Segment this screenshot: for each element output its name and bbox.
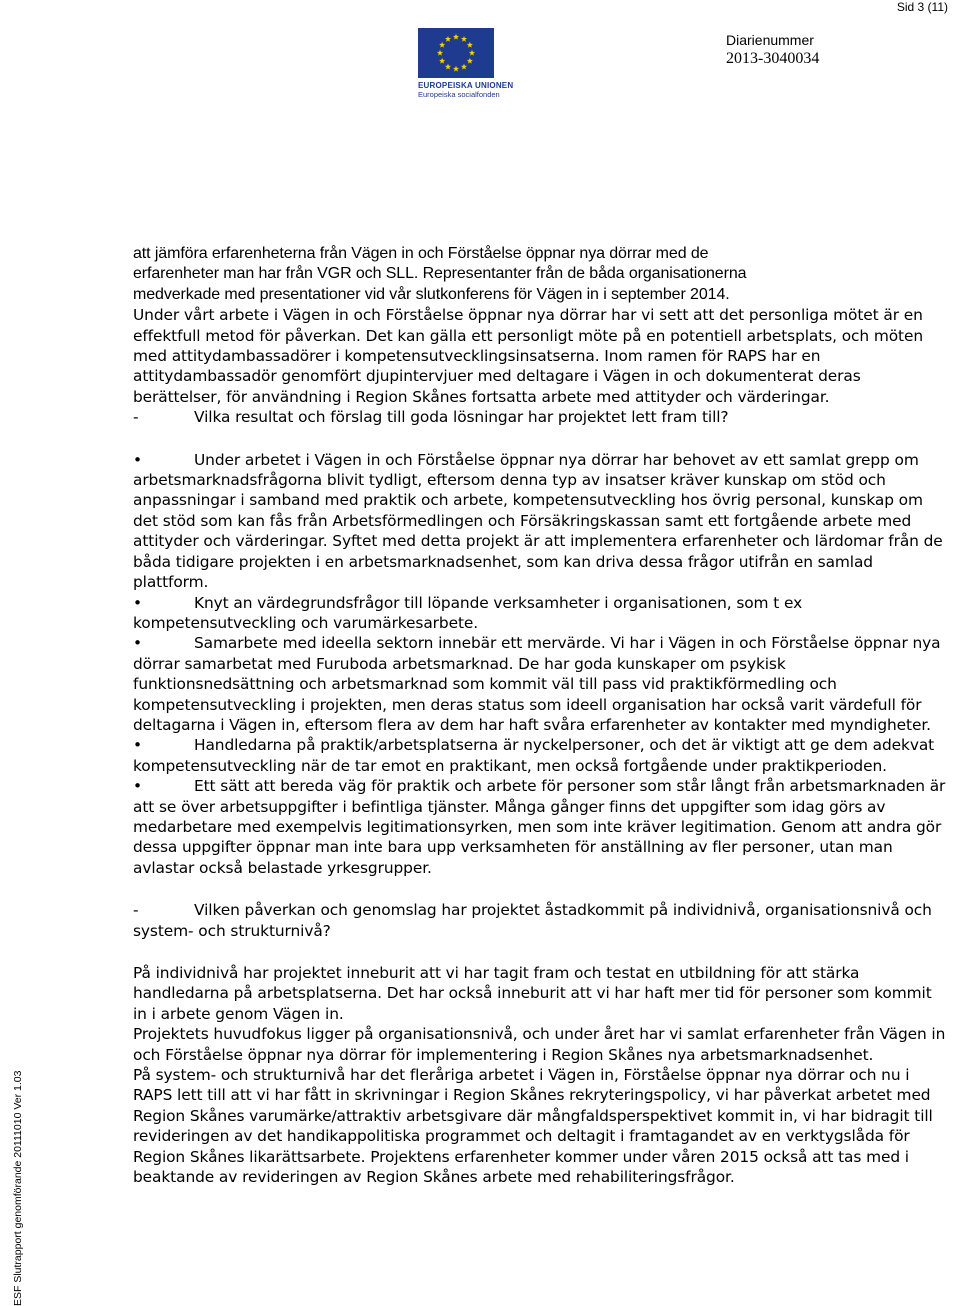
bullet-item [133, 776, 948, 878]
bullet-item [133, 633, 948, 735]
eu-logo [418, 28, 514, 99]
bullet-item [133, 450, 948, 593]
logo-line-1: EUROPEISKA UNIONEN [418, 81, 514, 90]
dash-marker: - [133, 408, 139, 427]
dash-marker: - [133, 901, 139, 920]
bullet-marker: • [133, 634, 142, 653]
diarienummer-block [726, 32, 819, 68]
side-footer-text: ESF Slutrapport genomförande 20111010 Ver 1.03 [12, 1070, 24, 1306]
bullet-marker: • [133, 736, 142, 755]
paragraph-line: att jämföra erfarenheterna från Vägen in och Förståelse öppnar nya dörrar med de [133, 245, 709, 262]
eu-flag-icon [418, 28, 494, 78]
bullet-marker: • [133, 450, 142, 469]
bullet-text: Samarbete med ideella sektorn innebär ett mervärde. Vi har i Vägen in och Förståelse öppnar nya dörrar samarbetat med Furuboda arbetsmarknad. De har goda kunskaper om psykisk funktionsnedsättning och arbetsmarknad som kommit väl till pass vid praktikförmedling och kompetensutveckling i projekten, men deras status som ideell organisation har också varit värdefull för deltagarna i Vägen in, eftersom flera av dem har haft svåra erfarenheter av kontakter med myndigheter. [133, 634, 941, 734]
bullet-item [133, 593, 948, 634]
bullet-marker: • [133, 777, 142, 796]
paragraph: Under vårt arbete i Vägen in och Förståelse öppnar nya dörrar har vi sett att det personliga mötet är en effektfull metod för påverkan. Det kan gälla ett personligt möte på en potentiell arbetsplats, och möten med attitydambassadörer i kompetensutvecklingsinsatserna. Inom ramen för RAPS har en attitydambassadör genomfört djupintervjuer med deltagare i Vägen in och dokumenterat deras berättelser, för användning i Region Skånes fortsatta arbete med attityder och värderingar. [133, 306, 923, 406]
question-text: Vilken påverkan och genomslag har projektet åstadkommit på individnivå, organisationsnivå och system- och strukturnivå? [133, 901, 932, 940]
bullet-text: Ett sätt att bereda väg för praktik och arbete för personer som står långt från arbetsmarknaden är att se över arbetsuppgifter i befintliga tjänster. Många gånger finns det uppgifter som idag görs av medarbetare med exempelvis legitimationsyrken, men som inte kräver legitimation. Genom att andra gör dessa uppgifter öppnar man inte bara upp verksamheten för anställning av fler personer, utan man avlastar också belastade yrkesgrupper. [133, 777, 946, 877]
diarienummer-value: 2013-3040034 [726, 50, 820, 67]
question-text: Vilka resultat och förslag till goda lösningar har projektet lett fram till? [194, 408, 729, 427]
diarienummer-label: Diarienummer [726, 32, 814, 48]
question-heading [133, 407, 948, 427]
bullet-text: Handledarna på praktik/arbetsplatserna är nyckelpersoner, och det är viktigt att ge dem adekvat kompetensutveckling när de tar emot en praktikant, men också fortgående under praktikperioden. [133, 736, 935, 775]
page-number: Sid 3 (11) [896, 0, 948, 14]
paragraph-line: erfarenheter man har från VGR och SLL. Representanter från de båda organisationerna [133, 265, 747, 283]
bullet-item [133, 735, 948, 776]
paragraph: På individnivå har projektet inneburit att vi har tagit fram och testat en utbildning för att stärka handledarna på arbetsplatserna. Det har också inneburit att vi har haft mer tid för personer som kommit in i arbete genom Vägen in. [133, 964, 932, 1023]
logo-line-2: Europeiska socialfonden [418, 90, 500, 99]
paragraph: Projektets huvudfokus ligger på organisationsnivå, och under året har vi samlat erfarenheter från Vägen in och Förståelse öppnar nya dörrar för implementering i Region Skånes nya arbetsmarknadsenhet. [133, 1025, 946, 1064]
paragraph-line: medverkade med presentationer vid vår slutkonferens för Vägen in i september 2014. [133, 285, 730, 303]
bullet-marker: • [133, 593, 142, 612]
paragraph: På system- och strukturnivå har det fleråriga arbetet i Vägen in, Förståelse öppnar nya dörrar och nu i RAPS lett till att vi har fått in skrivningar i Region Skånes rekryteringspolicy, vi har påverkat arbetet med Region Skånes varumärke/attraktiv arbetsgivare där mångfaldsperspektivet kommit in, vi har bidragit till revideringen av det handikappolitiska programmet och deltagit i framtagandet av en verktygslåda för Region Skånes likarättsarbete. Projektens erfarenheter kommer under våren 2015 också att tas med i beaktande av revideringen av Region Skånes arbete med rehabiliteringsfrågor. [133, 1066, 933, 1187]
document-body [133, 244, 948, 1187]
question-heading [133, 900, 948, 941]
bullet-text: Under arbetet i Vägen in och Förståelse öppnar nya dörrar har behovet av ett samlat grepp om arbetsmarknadsfrågorna blivit tydligt, eftersom denna typ av insatser kräver kunskap om stöd och anpassningar i samband med praktik och arbete, kompetensutveckling hos övrig personal, kunskap om det stöd som kan fås från Arbetsförmedlingen och Försäkringskassan samt ett fortgående arbete med attityder och värderingar. Syftet med detta projekt är att implementera erfarenheter och lärdomar från de båda tidigare projekten i en arbetsmarknadsenhet, som kan driva dessa frågor utifrån en samlad plattform. [133, 450, 943, 592]
bullet-text: Knyt an värdegrundsfrågor till löpande verksamheter i organisationen, som t ex kompetensutveckling och varumärkesarbete. [133, 593, 803, 632]
